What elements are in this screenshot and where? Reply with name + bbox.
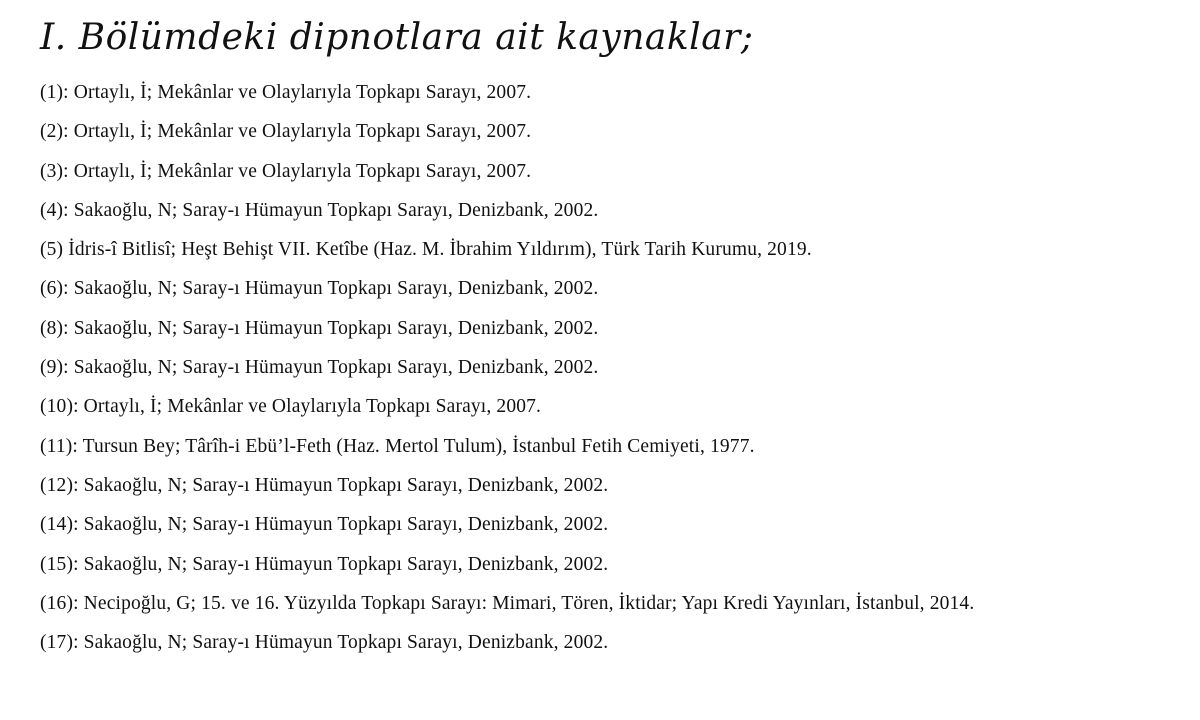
reference-item: (5) İdris-î Bitlisî; Heşt Behişt VII. Ketîbe (Haz. M. İbrahim Yıldırım), Türk Tarih Kurumu, 2019. xyxy=(40,239,812,261)
reference-item: (11): Tursun Bey; Târîh-i Ebü’l-Feth (Haz. Mertol Tulum), İstanbul Fetih Cemiyeti, 1977. xyxy=(40,435,755,457)
reference-item: (4): Sakaoğlu, N; Saray-ı Hümayun Topkapı Sarayı, Denizbank, 2002. xyxy=(40,199,599,221)
reference-list xyxy=(40,73,974,662)
reference-item: (15): Sakaoğlu, N; Saray-ı Hümayun Topkapı Sarayı, Denizbank, 2002. xyxy=(40,553,609,575)
reference-item: (8): Sakaoğlu, N; Saray-ı Hümayun Topkapı Sarayı, Denizbank, 2002. xyxy=(40,317,599,339)
reference-item: (3): Ortaylı, İ; Mekânlar ve Olaylarıyla Topkapı Sarayı, 2007. xyxy=(40,160,532,182)
reference-item: (16): Necipoğlu, G; 15. ve 16. Yüzyılda Topkapı Sarayı: Mimari, Tören, İktidar; Yapı Kredi Yayınları, İstanbul, 2014. xyxy=(40,592,975,614)
page-title: I. Bölümdeki dipnotlara ait kaynaklar; xyxy=(40,17,754,58)
reference-item: (17): Sakaoğlu, N; Saray-ı Hümayun Topkapı Sarayı, Denizbank, 2002. xyxy=(40,632,609,654)
reference-item: (2): Ortaylı, İ; Mekânlar ve Olaylarıyla Topkapı Sarayı, 2007. xyxy=(40,121,532,143)
reference-item: (10): Ortaylı, İ; Mekânlar ve Olaylarıyla Topkapı Sarayı, 2007. xyxy=(40,396,542,418)
reference-item: (1): Ortaylı, İ; Mekânlar ve Olaylarıyla Topkapı Sarayı, 2007. xyxy=(40,82,532,103)
reference-item: (6): Sakaoğlu, N; Saray-ı Hümayun Topkapı Sarayı, Denizbank, 2002. xyxy=(40,278,599,300)
reference-item: (9): Sakaoğlu, N; Saray-ı Hümayun Topkapı Sarayı, Denizbank, 2002. xyxy=(40,357,599,379)
reference-item: (12): Sakaoğlu, N; Saray-ı Hümayun Topkapı Sarayı, Denizbank, 2002. xyxy=(40,474,609,496)
reference-item: (14): Sakaoğlu, N; Saray-ı Hümayun Topkapı Sarayı, Denizbank, 2002. xyxy=(40,514,609,536)
